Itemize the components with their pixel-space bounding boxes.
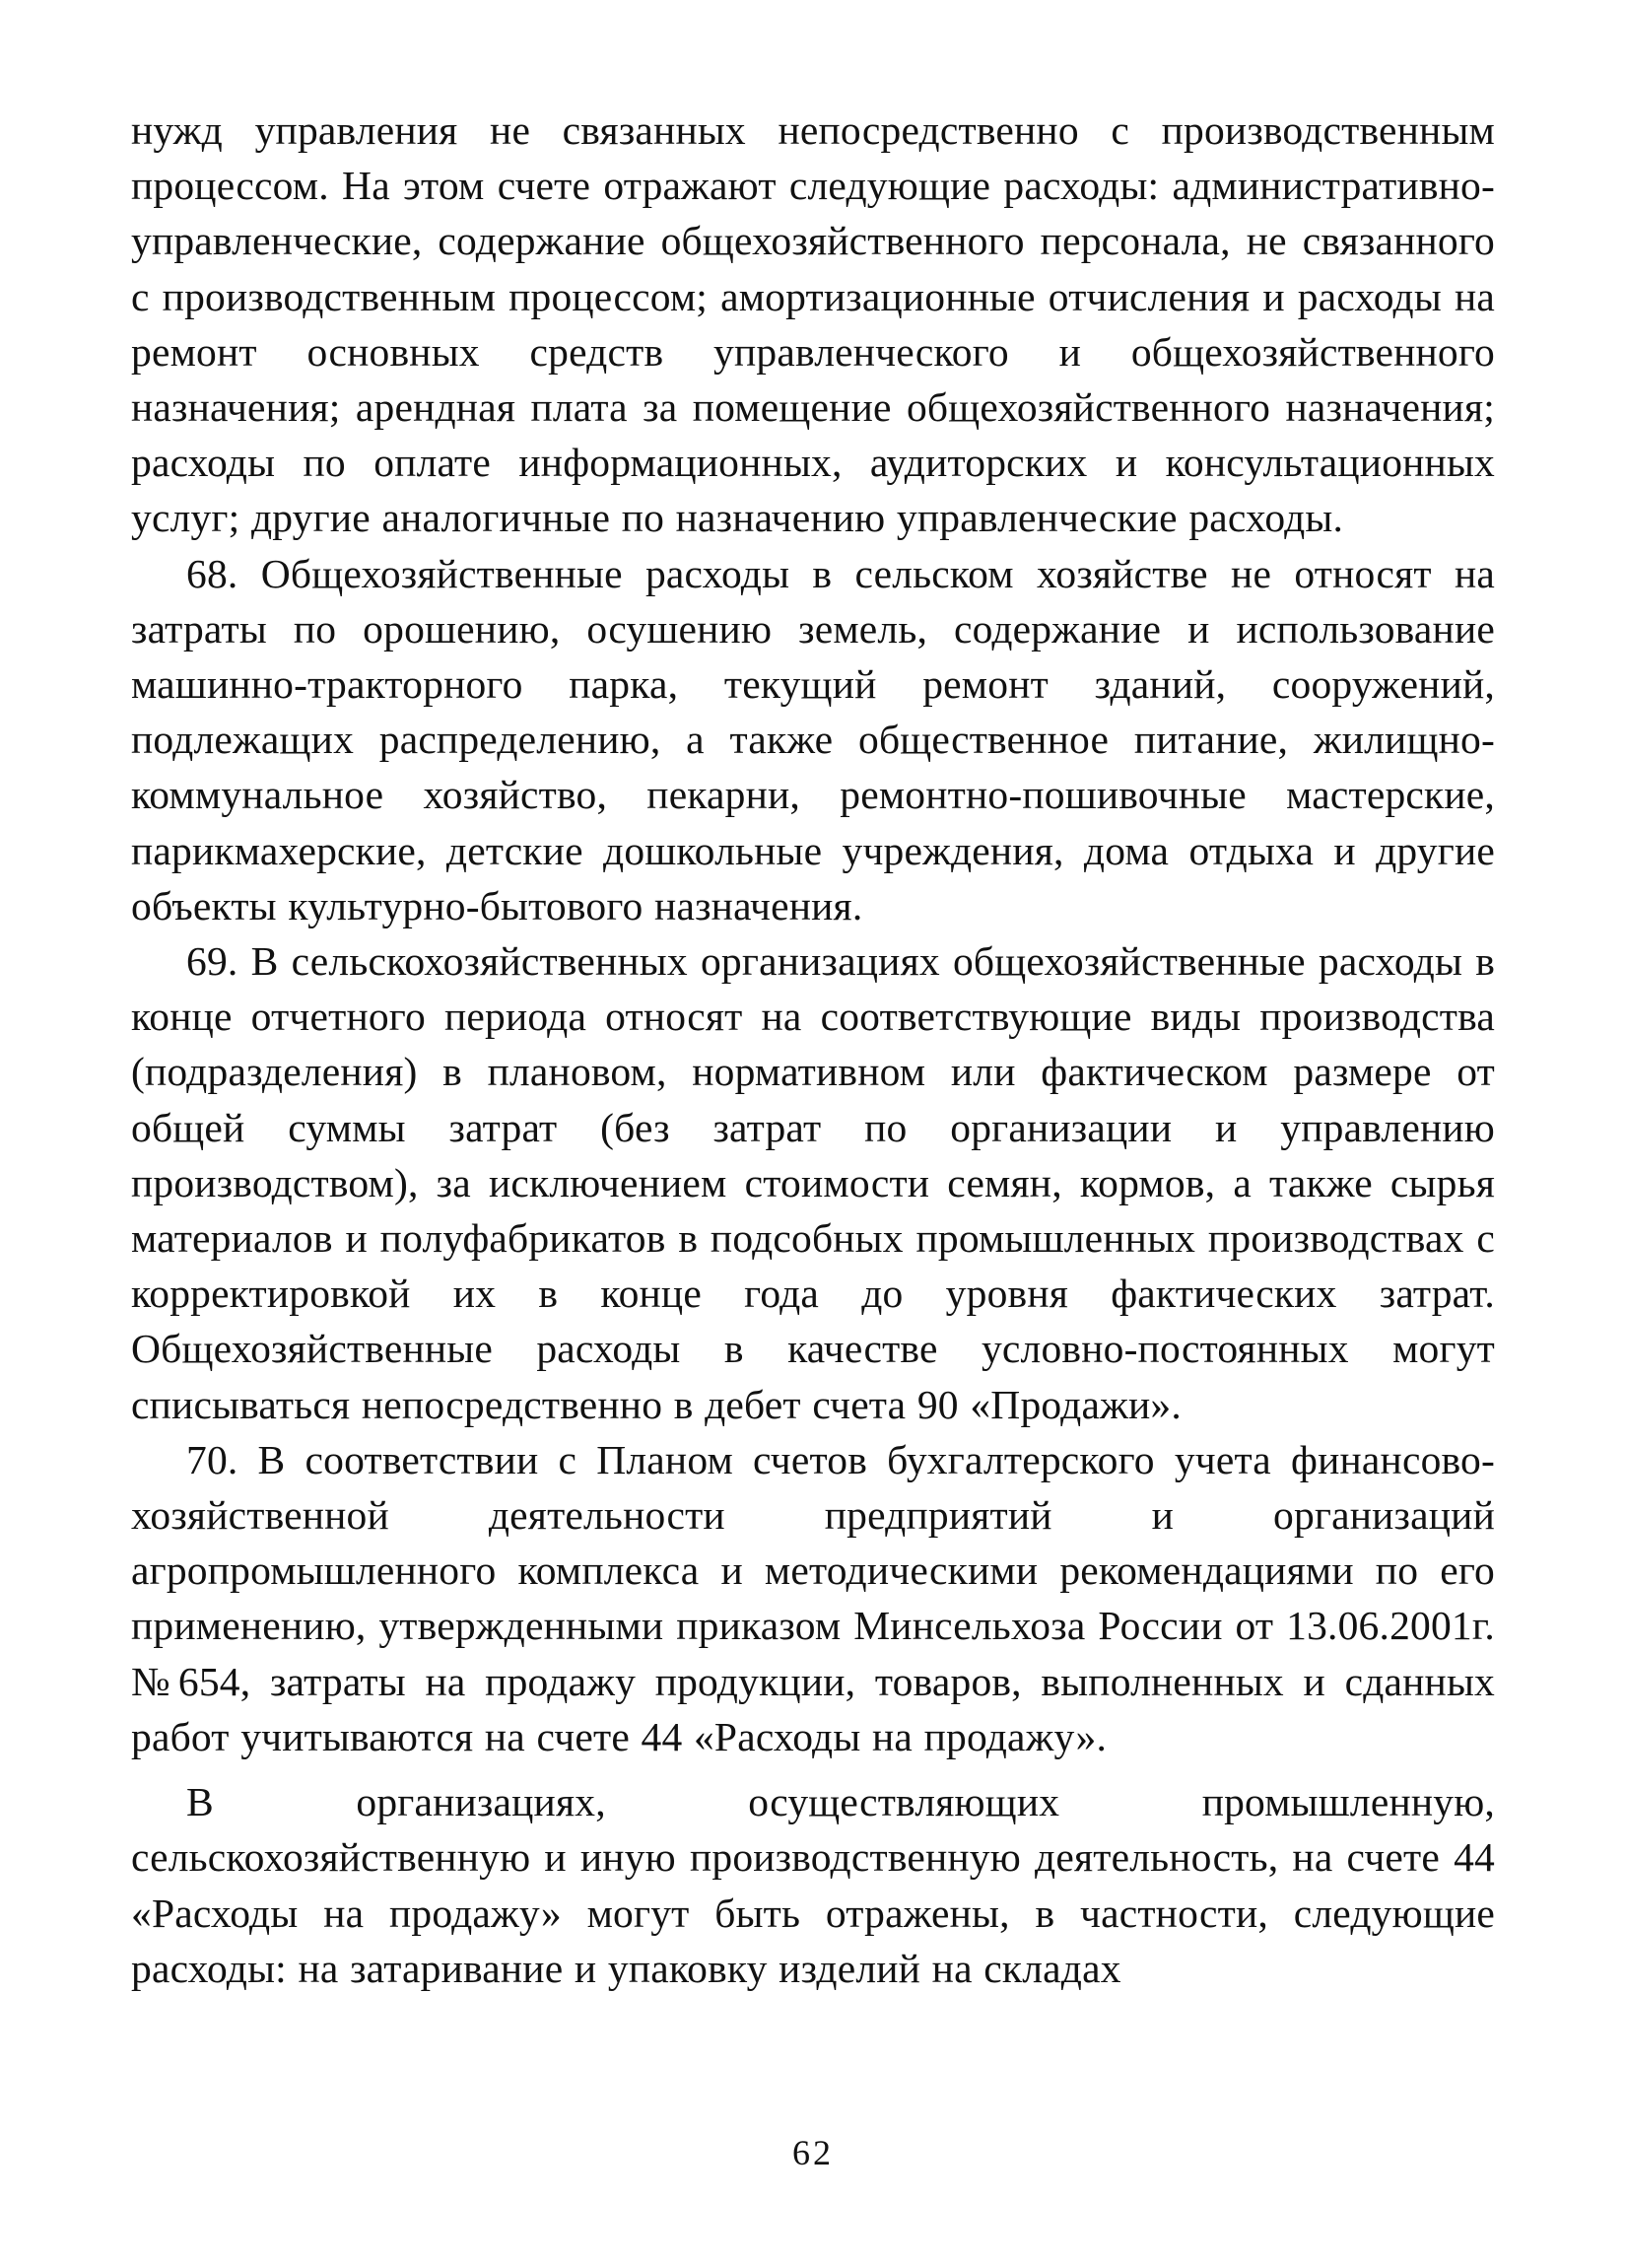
paragraph-68: 68. Общехозяйственные расходы в сельском хозяйстве не относят на затраты по орошению, осушению земель, содержание и использование машинно-тракторного парка, текущий ремонт зданий, сооружений, подлежащих распределению, а также общественное питание, жилищно-коммунальное хозяйство, пекарни, ремонтно-пошивочные мастерские, парикмахерские, детские дошкольные учреждения, дома отдыха и другие объекты культурно-бытового назначения. xyxy=(131,550,1495,928)
body-text xyxy=(131,103,1495,1996)
paragraph-69: 69. В сельскохозяйственных организациях общехозяйственные расходы в конце отчетного периода относят на соответствующие виды производства (подразделения) в плановом, нормативном или фактическом размере от общей суммы затрат (без затрат по организации и управлению производством), за исключением стоимости семян, кормов, а также сырья материалов и полуфабрикатов в подсобных промышленных производствах с корректировкой их в конце года до уровня фактических затрат. Общехозяйственные расходы в качестве условно-постоянных могут списываться непосредственно в дебет счета 90 «Продажи». xyxy=(131,938,1495,1427)
paragraph-sales-expenses: В организациях, осуществляющих промышленную, сельскохозяйственную и иную производственную деятельность, на счете 44 «Расходы на продажу» могут быть отражены, в частности, следующие расходы: на затаривание и упаковку изделий на складах xyxy=(131,1779,1495,1991)
paragraph-70: 70. В соответствии с Планом счетов бухгалтерского учета финансово-хозяйственной деятельности предприятий и организаций агропромышленного комплекса и методическими рекомендациями по его применению, утвержденными приказом Минсельхоза России от 13.06.2001г. №654, затраты на продажу продукции, товаров, выполненных и сданных работ учитываются на счете 44 «Расходы на продажу». xyxy=(131,1436,1495,1759)
page-number: 62 xyxy=(792,2133,834,2172)
paragraph-continuation: нужд управления не связанных непосредственно с производственным процессом. На этом счете отражают следующие расходы: административно-управленческие, содержание общехозяйственного персонала, не связанного с производственным процессом; амортизационные отчисления и расходы на ремонт основных средств управленческого и общехозяйственного назначения; арендная плата за помещение общехозяйственного назначения; расходы по оплате информационных, аудиторских и консультационных услуг; другие аналогичные по назначению управленческие расходы. xyxy=(131,107,1495,541)
